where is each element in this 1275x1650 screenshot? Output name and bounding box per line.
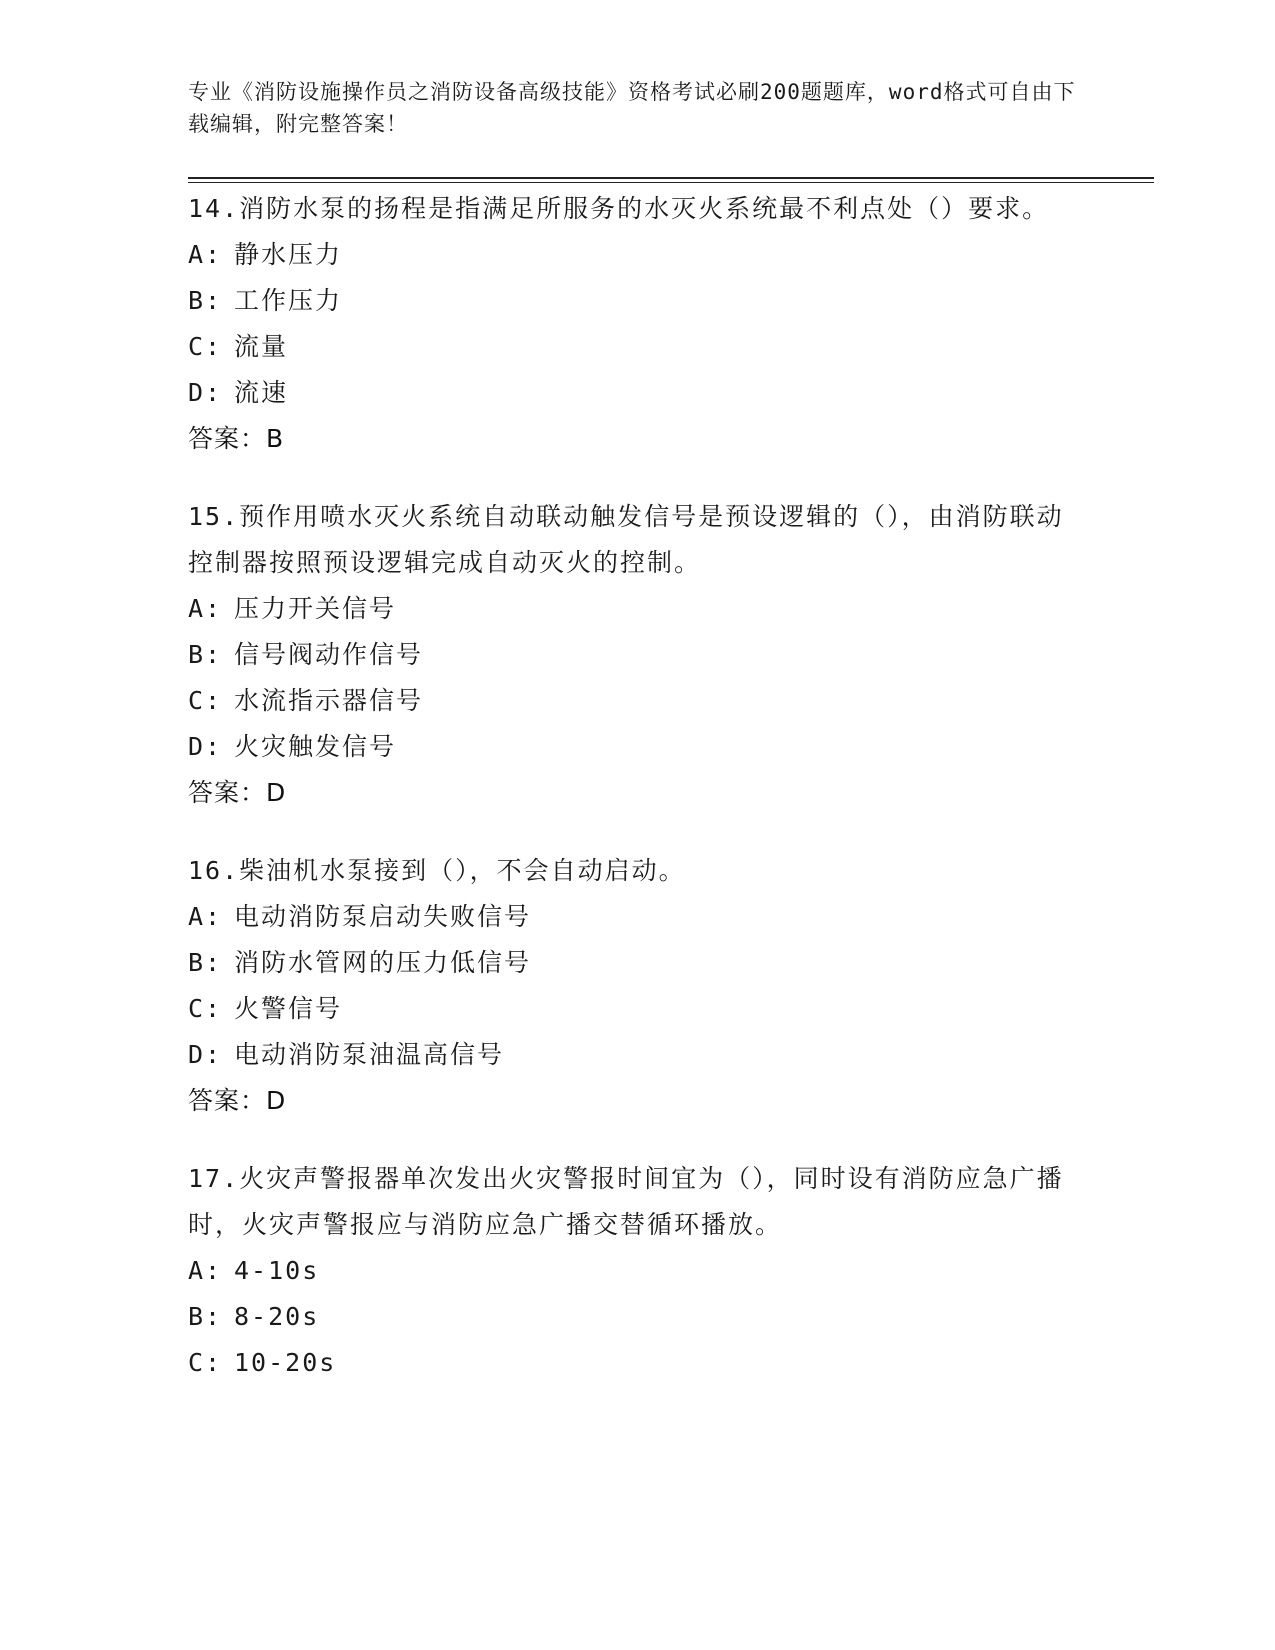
option-text: 水流指示器信号	[234, 686, 424, 715]
option-a	[188, 232, 1088, 278]
option-key: C:	[188, 686, 223, 715]
option-a	[188, 1248, 1088, 1294]
option-key: C:	[188, 994, 223, 1023]
option-key: B:	[188, 640, 223, 669]
option-text: 电动消防泵启动失败信号	[234, 902, 532, 931]
option-key: B:	[188, 1302, 223, 1331]
option-key: D:	[188, 1040, 223, 1069]
question-stem: 16.柴油机水泵接到（），不会自动启动。	[188, 856, 686, 885]
question-16	[188, 848, 1088, 1124]
option-key: C:	[188, 332, 223, 361]
option-text: 10-20s	[234, 1348, 337, 1377]
question-stem: 15.预作用喷水灭火系统自动联动触发信号是预设逻辑的（），由消防联动控制器按照预设逻辑完成自动灭火的控制。	[188, 502, 1064, 577]
option-text: 流量	[234, 332, 289, 361]
option-text: 信号阀动作信号	[234, 640, 424, 669]
question-stem: 17.火灾声警报器单次发出火灾警报时间宜为（），同时设有消防应急广播时，火灾声警报应与消防应急广播交替循环播放。	[188, 1164, 1064, 1239]
question-17	[188, 1156, 1088, 1386]
option-key: C:	[188, 1348, 223, 1377]
option-c	[188, 678, 1088, 724]
option-key: A:	[188, 1256, 223, 1285]
option-text: 4-10s	[234, 1256, 320, 1285]
question-15	[188, 494, 1088, 816]
option-c	[188, 324, 1088, 370]
option-key: A:	[188, 902, 223, 931]
option-text: 8-20s	[234, 1302, 320, 1331]
question-14	[188, 186, 1088, 462]
option-c	[188, 1340, 1088, 1386]
question-list	[188, 186, 1088, 1418]
option-b	[188, 632, 1088, 678]
answer-line: 答案：D	[188, 778, 287, 807]
option-b	[188, 278, 1088, 324]
option-a	[188, 586, 1088, 632]
option-key: D:	[188, 378, 223, 407]
option-text: 压力开关信号	[234, 594, 397, 623]
option-text: 工作压力	[234, 286, 343, 315]
document-header: 专业《消防设施操作员之消防设备高级技能》资格考试必刷200题题库，word格式可自由下载编辑，附完整答案！	[188, 80, 1076, 136]
option-text: 火灾触发信号	[234, 732, 397, 761]
option-text: 流速	[234, 378, 289, 407]
option-key: D:	[188, 732, 223, 761]
header-divider-thin	[188, 182, 1154, 183]
option-text: 消防水管网的压力低信号	[234, 948, 532, 977]
answer-line: 答案：D	[188, 1086, 287, 1115]
option-text: 火警信号	[234, 994, 343, 1023]
header-divider-thick	[188, 177, 1154, 179]
option-key: B:	[188, 286, 223, 315]
option-d	[188, 1032, 1088, 1078]
option-key: A:	[188, 240, 223, 269]
option-b	[188, 940, 1088, 986]
option-key: B:	[188, 948, 223, 977]
option-c	[188, 986, 1088, 1032]
question-stem: 14.消防水泵的扬程是指满足所服务的水灭火系统最不利点处（）要求。	[188, 194, 1050, 223]
option-text: 静水压力	[234, 240, 343, 269]
option-key: A:	[188, 594, 223, 623]
option-b	[188, 1294, 1088, 1340]
option-text: 电动消防泵油温高信号	[234, 1040, 505, 1069]
option-d	[188, 724, 1088, 770]
option-a	[188, 894, 1088, 940]
answer-line: 答案：B	[188, 424, 285, 453]
option-d	[188, 370, 1088, 416]
